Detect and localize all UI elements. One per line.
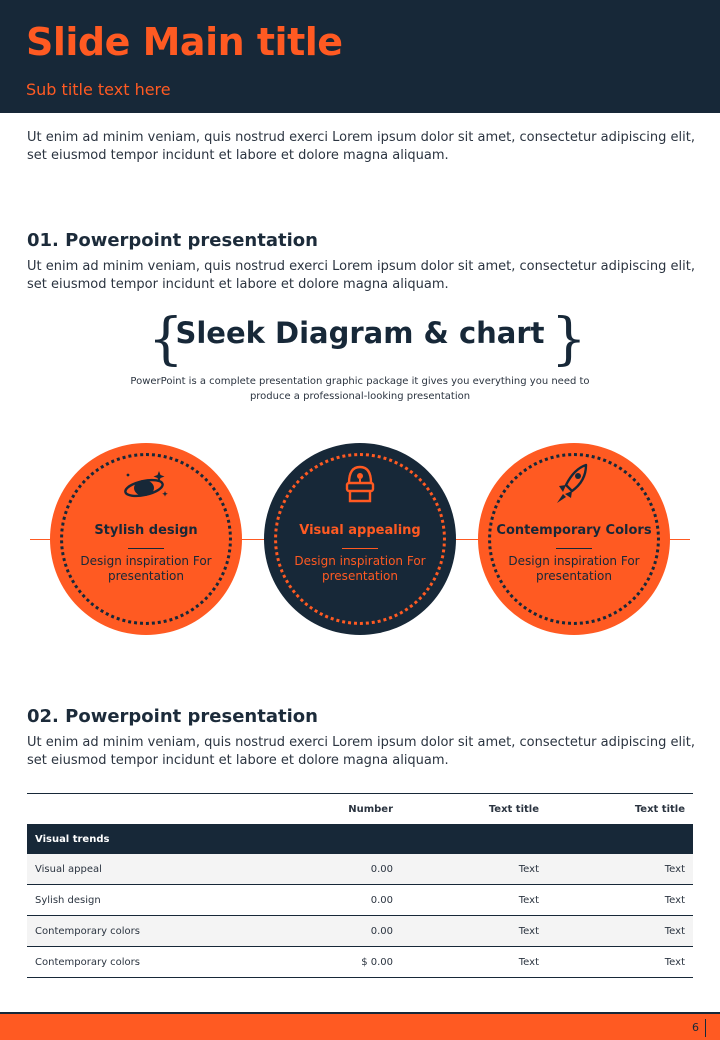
page-number: 6 (692, 1019, 706, 1037)
table-cell: 0.00 (370, 894, 393, 906)
table-cell: Text (518, 863, 539, 875)
feature-title: Stylish design (94, 523, 198, 538)
feature-circle-visual (264, 443, 456, 635)
feature-description: Design inspiration For presentation (80, 554, 212, 583)
section2-heading: 02. Powerpoint presentation (27, 706, 318, 727)
feature-title: Contemporary Colors (496, 523, 652, 538)
table-cell: Text (518, 925, 539, 937)
astronaut-icon (330, 461, 390, 507)
table-header-cell: Number (348, 803, 393, 815)
table-row (27, 885, 693, 916)
diagram-title: Sleek Diagram & chart (175, 316, 545, 350)
table-header-cell: Text title (634, 803, 685, 815)
header-bar (0, 0, 720, 113)
feature-description: Design inspiration For presentation (294, 554, 426, 583)
footer-bar (0, 1012, 720, 1040)
table-cell: Text (664, 863, 685, 875)
table-cell: Text (664, 925, 685, 937)
table-cell: Visual appeal (35, 863, 102, 875)
table-cell: 0.00 (370, 925, 393, 937)
table-cell: Contemporary colors (35, 925, 140, 937)
table-row (27, 947, 693, 978)
rocket-icon (544, 461, 604, 507)
feature-circle-stylish (50, 443, 242, 635)
feature-title: Visual appealing (299, 523, 421, 538)
section1-heading: 01. Powerpoint presentation (27, 230, 318, 251)
table-cell: Contemporary colors (35, 956, 140, 968)
section1-text: Ut enim ad minim veniam, quis nostrud exerci Lorem ipsum dolor sit amet, consectetur adipiscing elit, set eiusmod tempor incidunt et labore et dolore magna aliquam. (27, 259, 695, 292)
page-title: Slide Main title (26, 20, 343, 64)
data-table (27, 793, 693, 978)
table-section-row (27, 824, 693, 854)
feature-circle-contemporary (478, 443, 670, 635)
right-brace: } (551, 307, 587, 372)
table-cell: Text (664, 956, 685, 968)
planet-icon (116, 461, 176, 507)
table-cell: $ 0.00 (361, 956, 393, 968)
table-header-cell: Text title (488, 803, 539, 815)
table-row (27, 916, 693, 947)
table-header-row (27, 794, 693, 824)
feature-divider (556, 548, 592, 549)
table-cell: Text (664, 894, 685, 906)
left-brace: { (148, 307, 184, 372)
table-cell: Sylish design (35, 894, 101, 906)
intro-text: Ut enim ad minim veniam, quis nostrud exerci Lorem ipsum dolor sit amet, consectetur adipiscing elit, set eiusmod tempor incidunt et labore et dolore magna aliquam. (27, 130, 695, 163)
table-section-label: Visual trends (35, 833, 110, 845)
page-subtitle: Sub title text here (26, 80, 171, 99)
feature-description: Design inspiration For presentation (508, 554, 640, 583)
feature-divider (128, 548, 164, 549)
diagram-description: PowerPoint is a complete presentation graphic package it gives you everything you need to produce a professional-looking presentation (130, 376, 590, 402)
table-cell: Text (518, 956, 539, 968)
table-cell: Text (518, 894, 539, 906)
table-cell: 0.00 (370, 863, 393, 875)
table-row (27, 854, 693, 885)
section2-text: Ut enim ad minim veniam, quis nostrud exerci Lorem ipsum dolor sit amet, consectetur adipiscing elit, set eiusmod tempor incidunt et labore et dolore magna aliquam. (27, 735, 695, 768)
feature-divider (342, 548, 378, 549)
